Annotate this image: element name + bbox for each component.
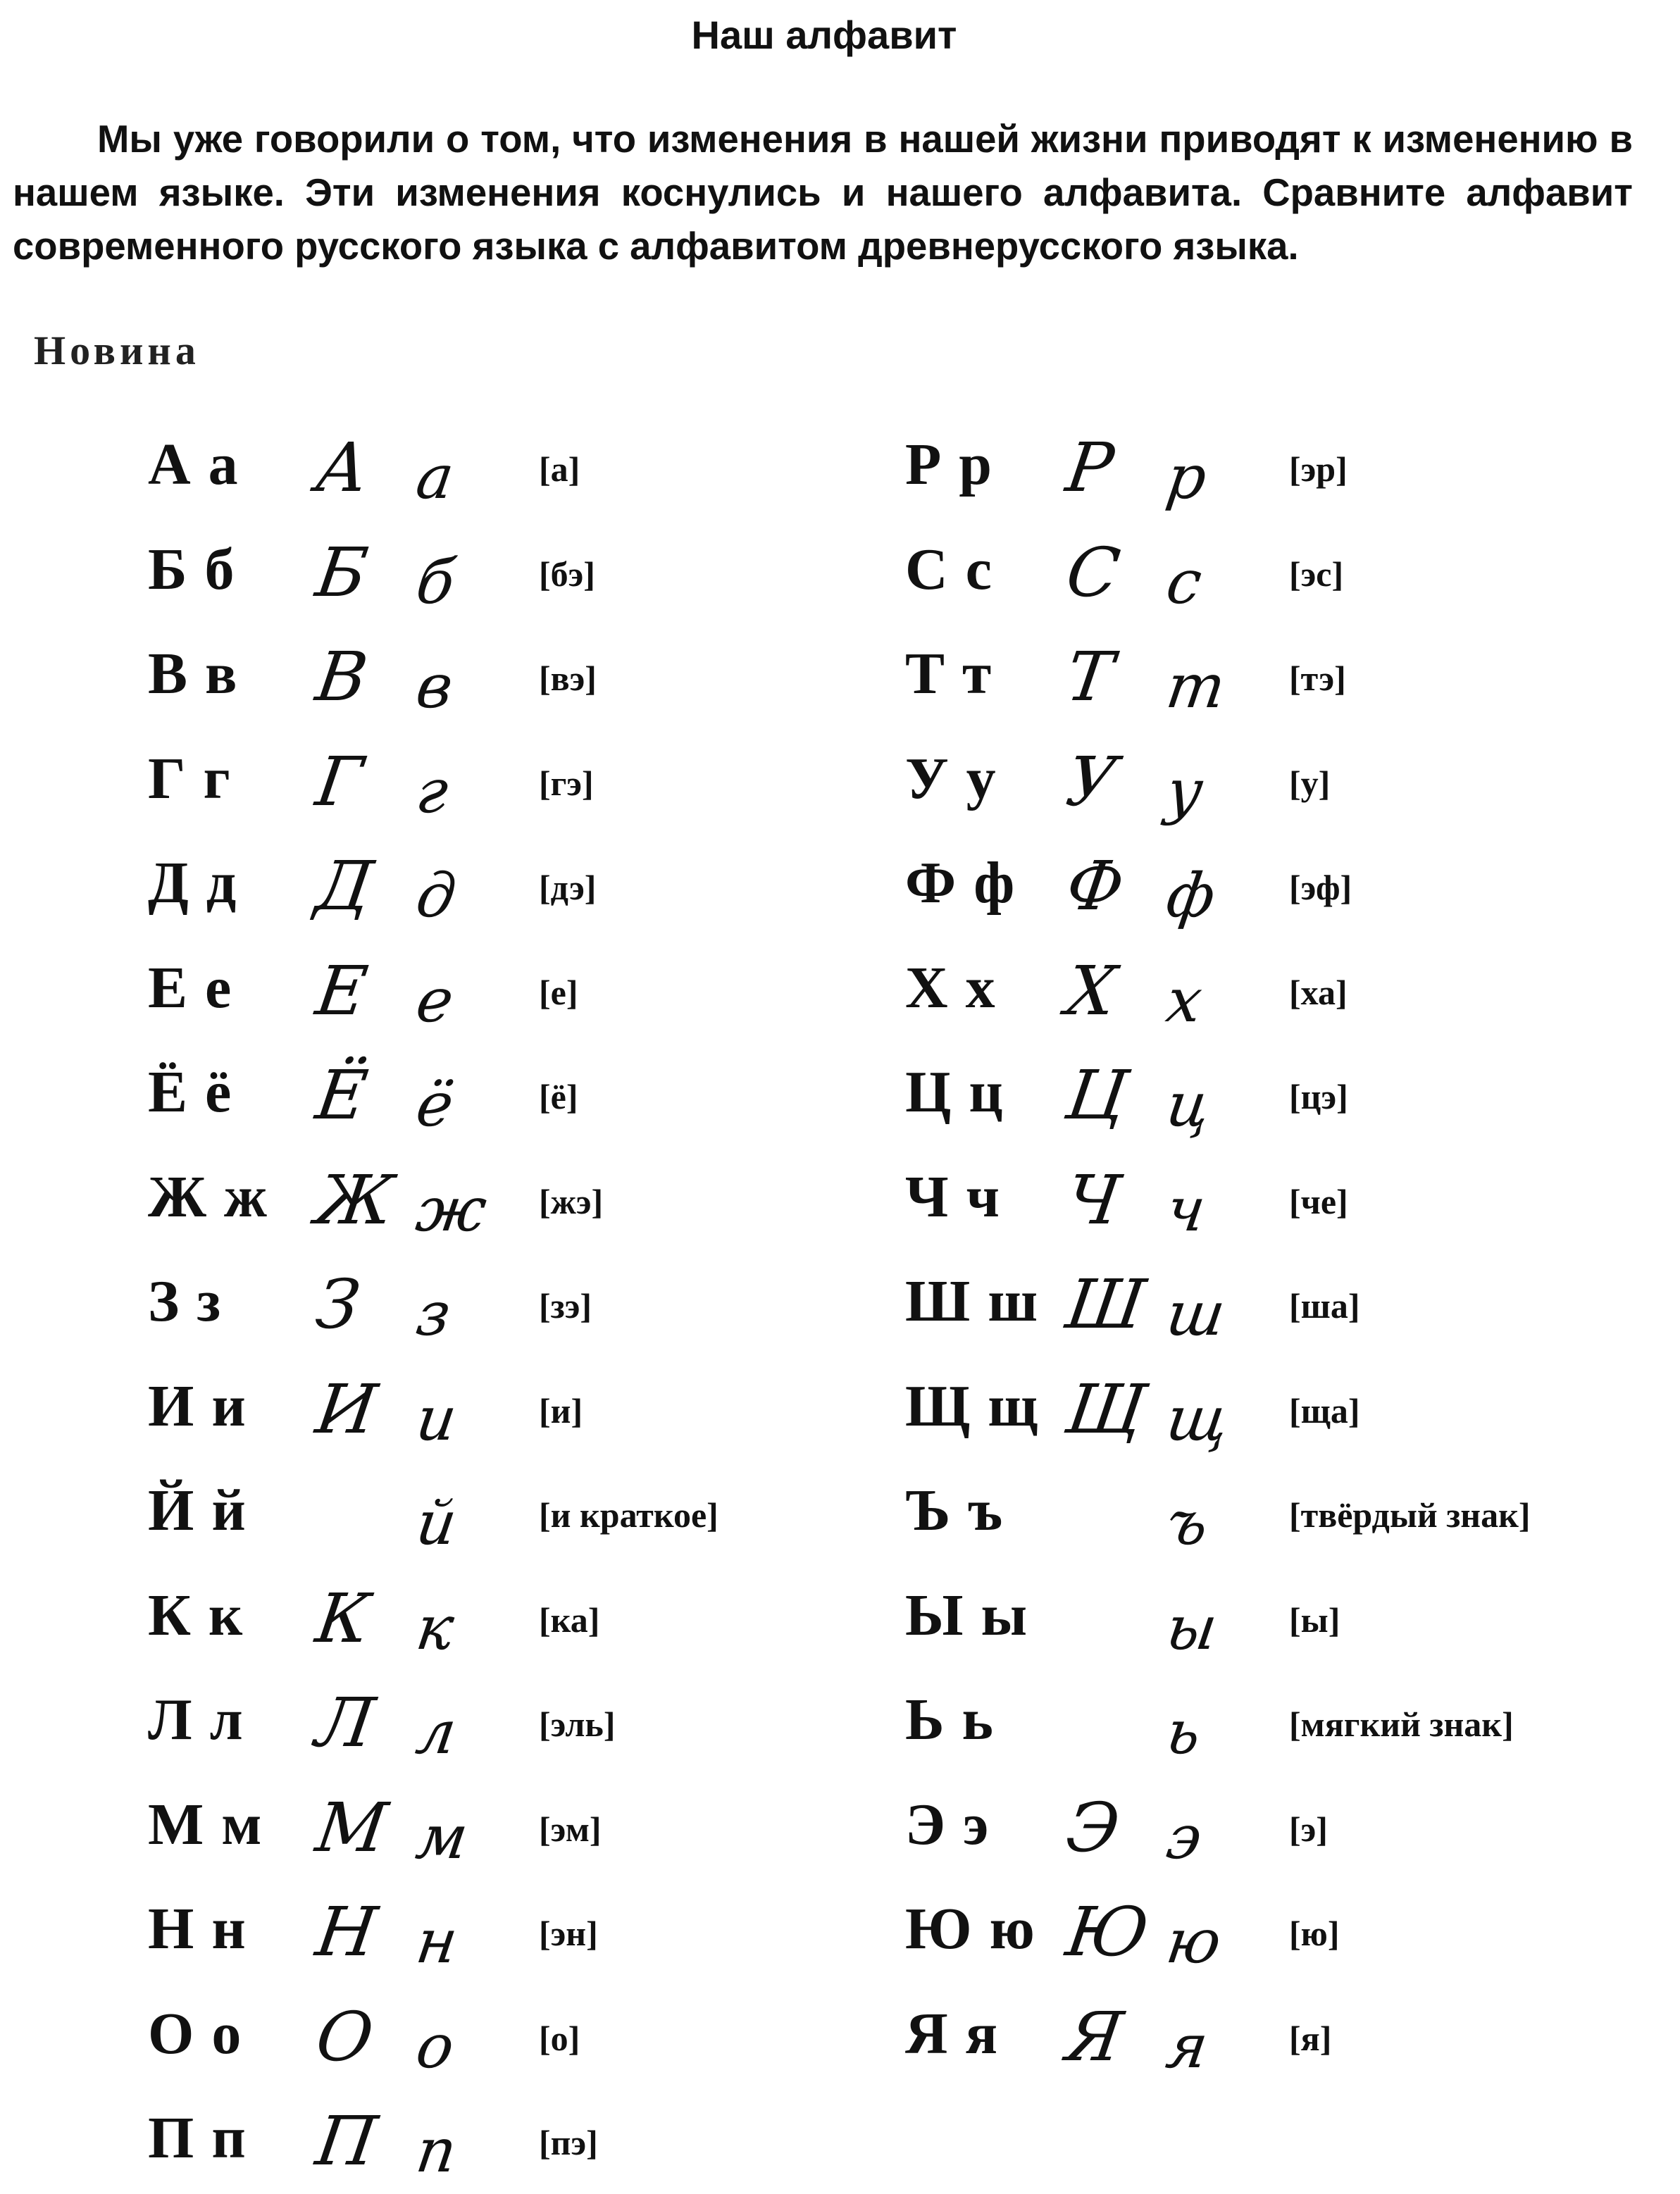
handwritten-lowercase: т bbox=[1162, 652, 1230, 722]
handwritten-uppercase: Р bbox=[1062, 428, 1119, 507]
handwritten-uppercase: Н bbox=[311, 1893, 382, 1971]
printed-letter-pair: Л л bbox=[148, 1687, 244, 1752]
letter-row bbox=[905, 625, 1680, 730]
printed-letter-pair: Э э bbox=[905, 1791, 990, 1857]
printed-letter-pair: К к bbox=[148, 1582, 244, 1648]
letter-row bbox=[905, 1461, 1680, 1566]
printed-letter-pair: Ж ж bbox=[148, 1164, 268, 1230]
printed-letter-pair: З з bbox=[148, 1269, 223, 1334]
letter-row bbox=[905, 1985, 1680, 2090]
letter-row bbox=[905, 1252, 1680, 1357]
printed-letter-pair: Ф ф bbox=[905, 850, 1016, 916]
handwritten-lowercase: в bbox=[411, 652, 458, 722]
printed-letter-pair: Щ щ bbox=[905, 1373, 1040, 1439]
handwritten-lowercase: ф bbox=[1162, 861, 1220, 931]
handwritten-uppercase: Ё bbox=[311, 1056, 372, 1135]
handwritten-lowercase: р bbox=[1162, 442, 1212, 513]
printed-letter-pair: Я я bbox=[905, 2000, 1000, 2067]
letter-name-transcription: [че] bbox=[1289, 1181, 1348, 1221]
alphabet-column-right bbox=[905, 416, 1680, 2089]
handwritten-uppercase: С bbox=[1062, 532, 1125, 612]
handwritten-uppercase: Щ bbox=[1062, 1369, 1150, 1449]
handwritten-lowercase: д bbox=[411, 861, 461, 931]
handwritten-lowercase: л bbox=[411, 1697, 461, 1768]
alphabet-column-left bbox=[148, 416, 923, 2194]
printed-letter-pair: Ч ч bbox=[905, 1164, 1002, 1230]
handwritten-uppercase: Ф bbox=[1062, 847, 1129, 925]
letter-row bbox=[148, 1461, 923, 1566]
handwritten-uppercase: В bbox=[311, 637, 373, 716]
printed-letter-pair: Ц ц bbox=[905, 1059, 1004, 1125]
printed-letter-pair: Р р bbox=[905, 432, 994, 497]
handwritten-uppercase: Е bbox=[311, 951, 372, 1030]
handwritten-lowercase: м bbox=[411, 1802, 473, 1873]
letter-name-transcription: [э] bbox=[1289, 1809, 1328, 1849]
letter-name-transcription: [я] bbox=[1289, 2018, 1332, 2058]
letter-name-transcription: [у] bbox=[1289, 763, 1331, 803]
handwritten-lowercase: ъ bbox=[1162, 1488, 1213, 1559]
cropped-scan-fragment: Новина bbox=[34, 328, 200, 373]
printed-letter-pair: Т т bbox=[905, 641, 993, 706]
handwritten-lowercase: ш bbox=[1162, 1279, 1230, 1350]
letter-row bbox=[905, 1880, 1680, 1985]
handwritten-lowercase: ч bbox=[1162, 1174, 1210, 1245]
handwritten-uppercase: Л bbox=[311, 1683, 379, 1762]
handwritten-uppercase: Б bbox=[311, 532, 373, 612]
letter-row bbox=[905, 730, 1680, 835]
letter-name-transcription: [дэ] bbox=[539, 868, 597, 907]
letter-name-transcription: [о] bbox=[539, 2018, 580, 2058]
printed-letter-pair: Й й bbox=[148, 1478, 247, 1543]
letter-name-transcription: [ща] bbox=[1289, 1390, 1360, 1431]
handwritten-uppercase: Ю bbox=[1062, 1893, 1154, 1971]
printed-letter-pair: О о bbox=[148, 2000, 243, 2067]
letter-name-transcription: [гэ] bbox=[539, 763, 594, 803]
letter-row bbox=[905, 1043, 1680, 1148]
handwritten-lowercase: ю bbox=[1162, 1907, 1226, 1977]
letter-name-transcription: [е] bbox=[539, 972, 578, 1012]
printed-letter-pair: Ю ю bbox=[905, 1896, 1036, 1962]
handwritten-uppercase: Я bbox=[1062, 1997, 1128, 2076]
handwritten-lowercase: ь bbox=[1162, 1697, 1205, 1768]
letter-row bbox=[905, 834, 1680, 939]
letter-name-transcription: [эн] bbox=[539, 1914, 598, 1953]
handwritten-uppercase: Ц bbox=[1062, 1056, 1132, 1135]
handwritten-lowercase: к bbox=[411, 1592, 459, 1664]
handwritten-lowercase: я bbox=[1162, 2011, 1212, 2082]
handwritten-lowercase: а bbox=[411, 442, 459, 513]
letter-row bbox=[148, 1671, 923, 1776]
handwritten-lowercase: э bbox=[1162, 1802, 1207, 1873]
printed-letter-pair: Ш ш bbox=[905, 1269, 1040, 1334]
handwritten-lowercase: ж bbox=[411, 1174, 491, 1245]
printed-letter-pair: В в bbox=[148, 641, 239, 706]
page-title: Наш алфавит bbox=[691, 13, 957, 57]
printed-letter-pair: Б б bbox=[148, 536, 236, 602]
letter-row bbox=[905, 1671, 1680, 1776]
letter-name-transcription: [цэ] bbox=[1289, 1077, 1348, 1116]
handwritten-lowercase: о bbox=[411, 2011, 459, 2082]
letter-name-transcription: [ха] bbox=[1289, 972, 1348, 1012]
handwritten-lowercase: б bbox=[411, 547, 459, 618]
letter-name-transcription: [пэ] bbox=[539, 2123, 598, 2162]
handwritten-uppercase: Ж bbox=[311, 1160, 399, 1240]
letter-name-transcription: [мягкий знак] bbox=[1289, 1704, 1514, 1744]
handwritten-lowercase: ц bbox=[1162, 1070, 1215, 1140]
handwritten-uppercase: Х bbox=[1062, 951, 1121, 1030]
handwritten-lowercase: у bbox=[1162, 756, 1207, 827]
letter-name-transcription: [ы] bbox=[1289, 1600, 1340, 1640]
handwritten-lowercase: н bbox=[411, 1907, 462, 1977]
printed-letter-pair: А а bbox=[148, 432, 239, 497]
handwritten-uppercase: К bbox=[311, 1578, 375, 1658]
printed-letter-pair: Ё ё bbox=[148, 1059, 233, 1125]
letter-name-transcription: [жэ] bbox=[539, 1181, 604, 1221]
letter-name-transcription: [эф] bbox=[1289, 868, 1352, 907]
handwritten-lowercase: г bbox=[411, 756, 453, 827]
printed-letter-pair: Х х bbox=[905, 954, 997, 1021]
handwritten-uppercase: О bbox=[311, 1997, 378, 2076]
handwritten-lowercase: и bbox=[411, 1383, 461, 1454]
handwritten-lowercase: с bbox=[1162, 547, 1207, 618]
letter-row bbox=[905, 1566, 1680, 1671]
handwritten-uppercase: Ч bbox=[1062, 1160, 1126, 1240]
handwritten-lowercase: щ bbox=[1162, 1383, 1233, 1454]
letter-name-transcription: [эр] bbox=[1289, 449, 1348, 489]
handwritten-uppercase: И bbox=[311, 1369, 382, 1449]
letter-row bbox=[148, 1357, 923, 1462]
letter-name-transcription: [вэ] bbox=[539, 659, 597, 698]
letter-row bbox=[148, 416, 923, 521]
intro-paragraph: Мы уже говорили о том, что изменения в нашей жизни приводят к изменению в нашем языке. Эти изменения коснулись и нашего алфавита. Сравните алфавит современного русского языка с алфавитом древнерусского языка. bbox=[13, 118, 1633, 268]
letter-name-transcription: [ю] bbox=[1289, 1914, 1340, 1953]
handwritten-uppercase: Т bbox=[1062, 637, 1118, 716]
letter-name-transcription: [эм] bbox=[539, 1809, 602, 1849]
letter-row bbox=[148, 625, 923, 730]
printed-letter-pair: У у bbox=[905, 745, 997, 811]
printed-letter-pair: Е е bbox=[148, 954, 233, 1021]
handwritten-uppercase: Д bbox=[311, 847, 378, 925]
letter-name-transcription: [ша] bbox=[1289, 1286, 1360, 1326]
printed-letter-pair: П п bbox=[148, 2105, 247, 2171]
printed-letter-pair: М м bbox=[148, 1791, 263, 1857]
printed-letter-pair: Д д bbox=[148, 850, 238, 916]
letter-row bbox=[905, 939, 1680, 1044]
letter-row bbox=[905, 416, 1680, 521]
letter-name-transcription: [и краткое] bbox=[539, 1495, 718, 1535]
letter-row bbox=[148, 1148, 923, 1253]
letter-row bbox=[148, 2089, 923, 2194]
letter-row bbox=[148, 1252, 923, 1357]
printed-letter-pair: С с bbox=[905, 536, 993, 602]
letter-row bbox=[148, 834, 923, 939]
handwritten-lowercase: з bbox=[411, 1279, 455, 1350]
printed-letter-pair: Ь ь bbox=[905, 1687, 995, 1752]
letter-name-transcription: [тэ] bbox=[1289, 659, 1346, 698]
handwritten-lowercase: е bbox=[411, 965, 458, 1036]
letter-name-transcription: [и] bbox=[539, 1390, 583, 1431]
handwritten-uppercase: Э bbox=[1062, 1788, 1125, 1867]
letter-row bbox=[148, 1043, 923, 1148]
printed-letter-pair: Ъ ъ bbox=[905, 1478, 1004, 1543]
letter-row bbox=[905, 1357, 1680, 1462]
letter-row bbox=[905, 521, 1680, 625]
handwritten-lowercase: й bbox=[411, 1488, 461, 1559]
handwritten-lowercase: х bbox=[1162, 965, 1207, 1036]
handwritten-uppercase: Ш bbox=[1062, 1265, 1150, 1344]
handwritten-lowercase: п bbox=[411, 2116, 461, 2186]
printed-letter-pair: Ы ы bbox=[905, 1582, 1029, 1648]
letter-name-transcription: [зэ] bbox=[539, 1286, 592, 1326]
letter-row bbox=[148, 521, 923, 625]
handwritten-uppercase: У bbox=[1062, 742, 1122, 821]
letter-name-transcription: [твёрдый знак] bbox=[1289, 1495, 1531, 1535]
handwritten-uppercase: А bbox=[311, 428, 374, 507]
letter-name-transcription: [бэ] bbox=[539, 554, 595, 594]
handwritten-uppercase: П bbox=[311, 2102, 382, 2181]
letter-name-transcription: [а] bbox=[539, 449, 580, 489]
letter-row bbox=[148, 1985, 923, 2090]
letter-row bbox=[148, 730, 923, 835]
letter-name-transcription: [эль] bbox=[539, 1704, 616, 1744]
printed-letter-pair: И и bbox=[148, 1373, 247, 1439]
handwritten-uppercase: М bbox=[311, 1788, 392, 1867]
handwritten-lowercase: ё bbox=[411, 1070, 458, 1140]
letter-row bbox=[148, 939, 923, 1044]
printed-letter-pair: Г г bbox=[148, 745, 232, 811]
letter-row bbox=[148, 1880, 923, 1985]
printed-letter-pair: Н н bbox=[148, 1896, 247, 1962]
letter-row bbox=[148, 1776, 923, 1881]
handwritten-uppercase: З bbox=[311, 1265, 365, 1344]
letter-name-transcription: [ка] bbox=[539, 1600, 600, 1640]
letter-name-transcription: [ё] bbox=[539, 1077, 578, 1116]
letter-row bbox=[148, 1566, 923, 1671]
handwritten-lowercase: ы bbox=[1162, 1592, 1222, 1664]
letter-row bbox=[905, 1148, 1680, 1253]
handwritten-uppercase: Г bbox=[311, 742, 368, 821]
letter-name-transcription: [эс] bbox=[1289, 554, 1344, 594]
letter-row bbox=[905, 1776, 1680, 1881]
